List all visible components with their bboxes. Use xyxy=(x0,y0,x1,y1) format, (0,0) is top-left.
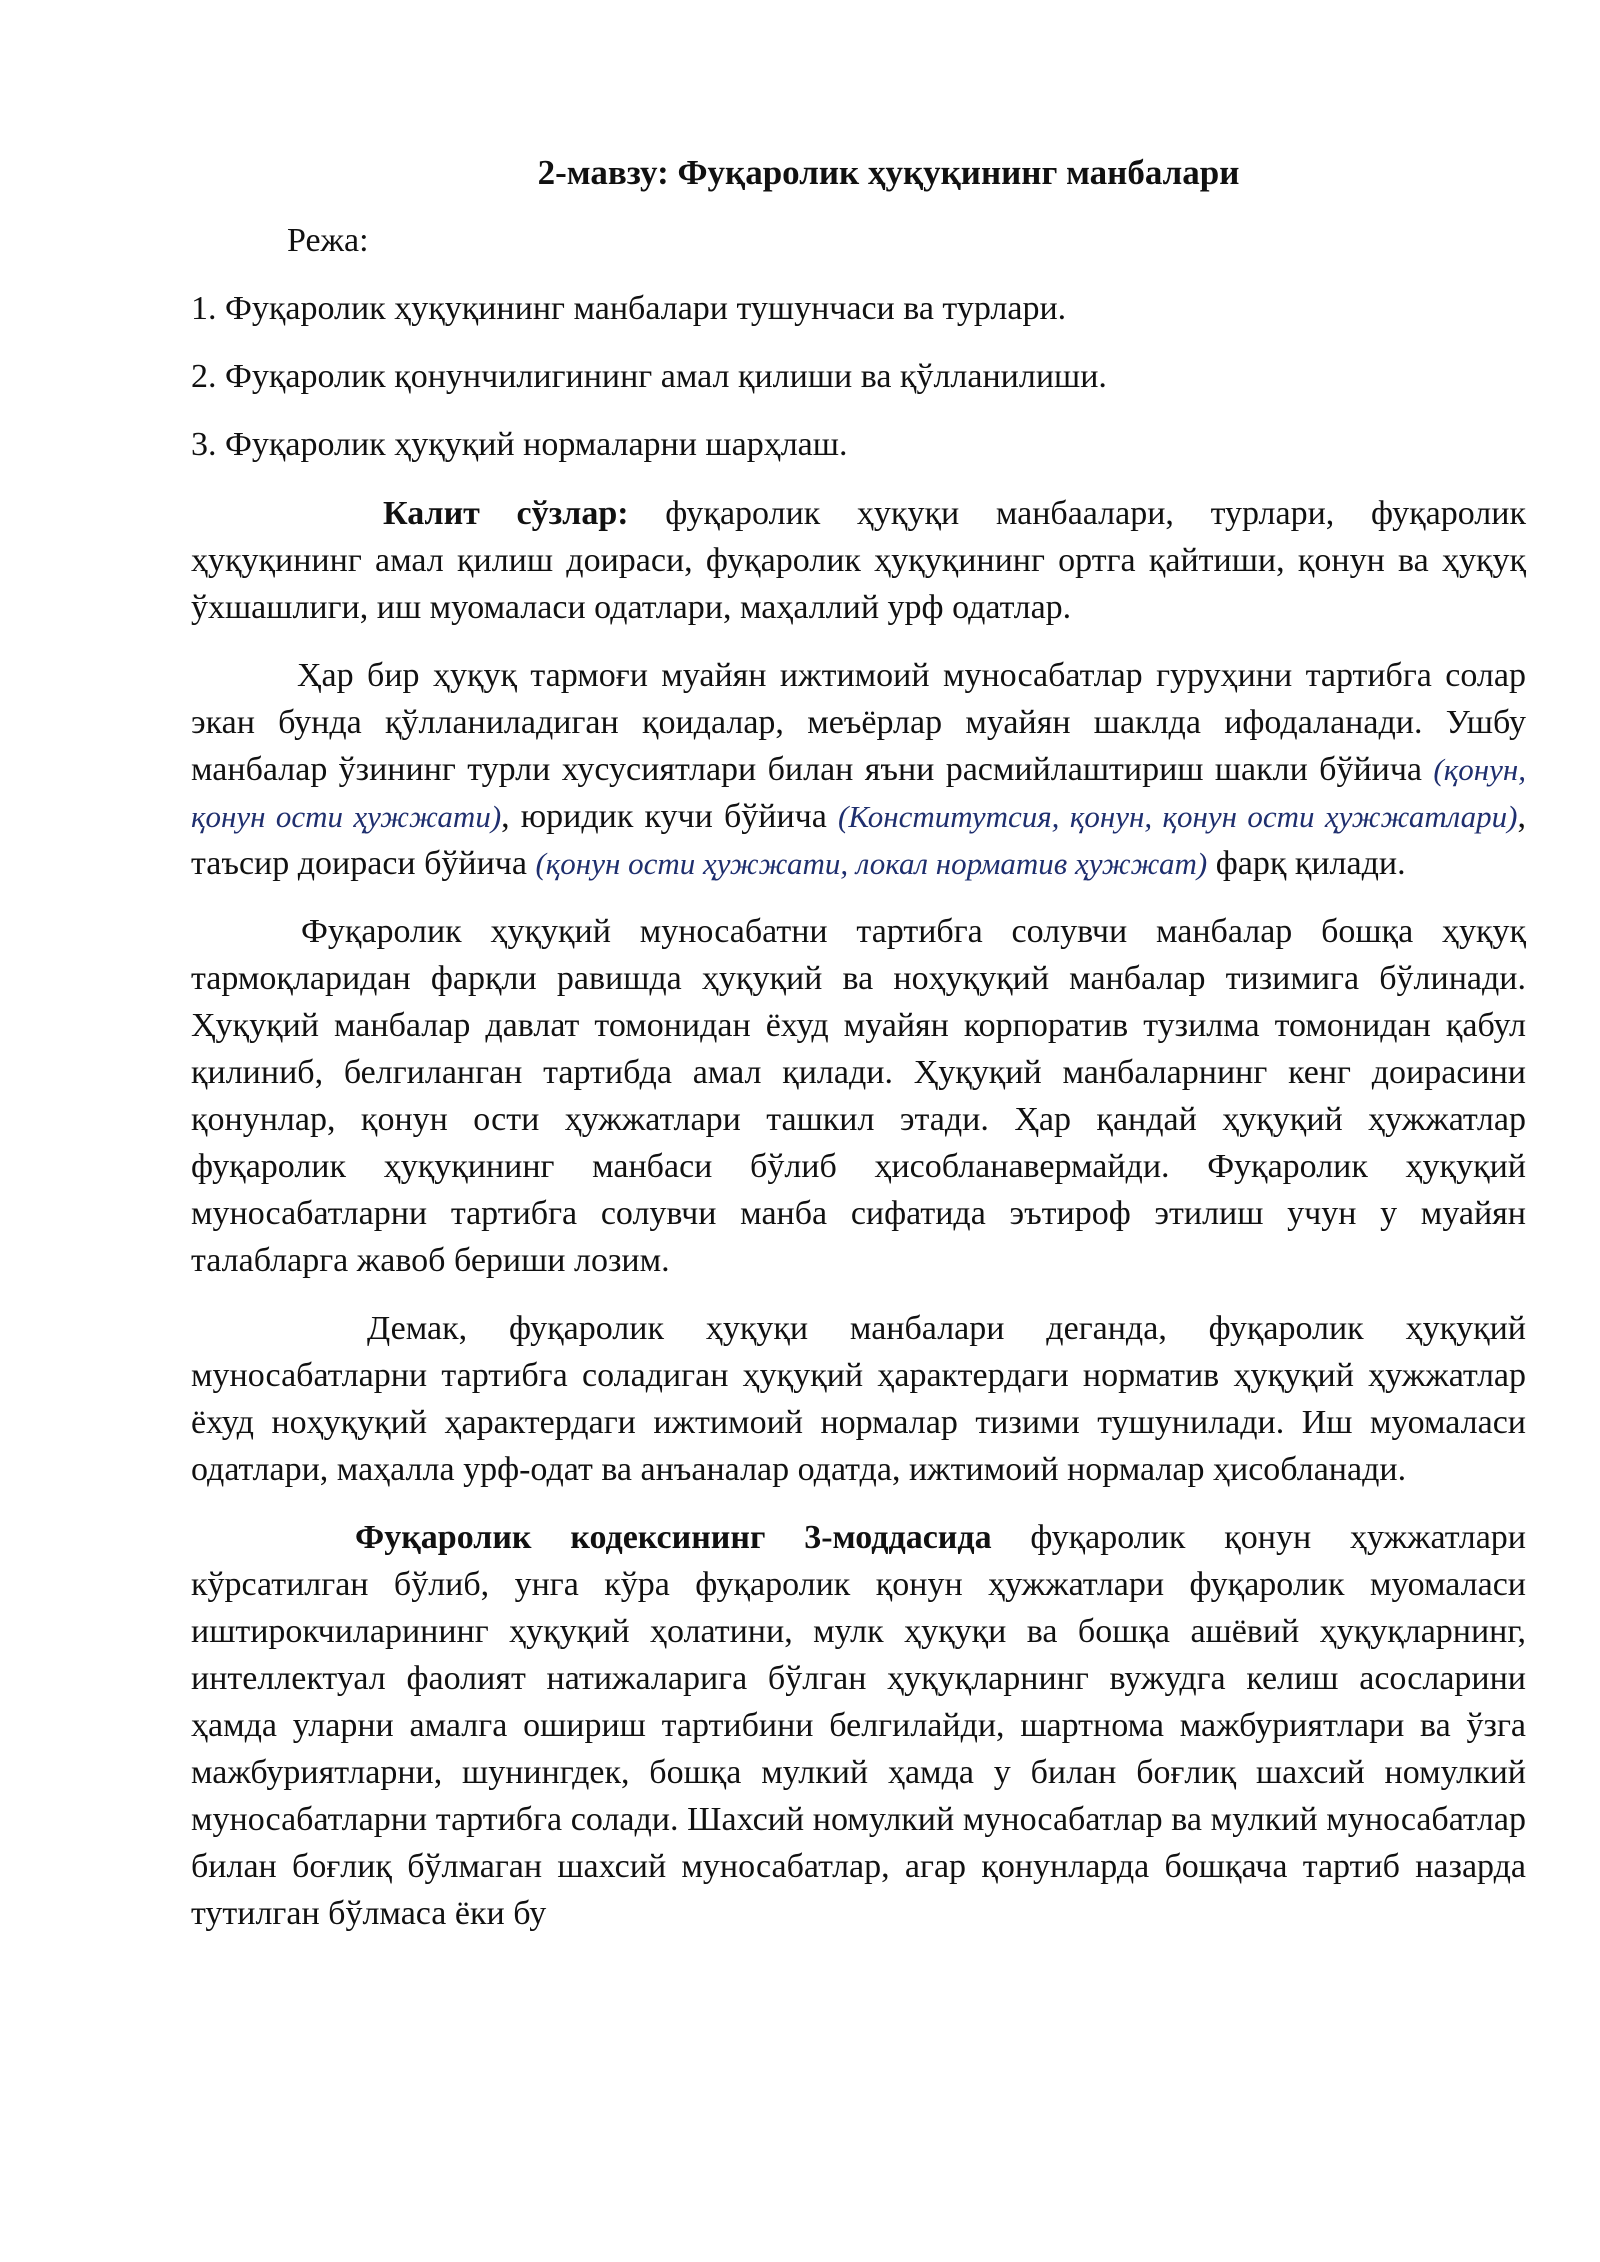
paragraph-text: Ҳар бир ҳуқуқ тармоғи муайян ижтимоий муносабатлар гуруҳини тартибга солар экан бунда қўлланиладиган қоидалар, меъёрлар муайян шаклда ифодаланади. Ушбу манбалар ўзининг турли хусусиятлари билан яъни расмийлаштириш шакли бўйича xyxy=(191,657,1526,788)
document-page xyxy=(191,150,1526,1958)
paragraph-legal-sources: Фуқаролик ҳуқуқий муносабатни тартибга солувчи манбалар бошқа ҳуқуқ тармоқларидан фарқли равишда ҳуқуқий ва ноҳуқуқий манбалар тизимига бўлинади. Ҳуқуқий манбалар давлат томонидан ёхуд муайян корпоратив тузилма томонидан қабул қилиниб, белгиланган тартибда амал қилади. Ҳуқуқий манбаларнинг кенг доирасини қонунлар, қонун ости ҳужжатлари ташкил этади. Ҳар қандай ҳуқуқий ҳужжатлар фуқаролик ҳуқуқининг манбаси бўлиб ҳисобланавермайди. Фуқаролик ҳуқуқий муносабатларни тартибга солувчи манба сифатида эътироф этилиш учун у муайян талабларга жавоб бериши лозим. xyxy=(191,913,1526,1279)
paragraph-definition: Демак, фуқаролик ҳуқуқи манбалари деганда, фуқаролик ҳуқуқий муносабатларни тартибга соладиган ҳуқуқий ҳарактердаги норматив ҳуқуқий ҳужжатлар ёхуд ноҳуқуқий ҳарактердаги ижтимоий нормалар тизими тушунилади. Иш муомаласи одатлари, маҳалла урф-одат ва анъаналар одатда, ижтимоий нормалар ҳисобланади. xyxy=(191,1310,1526,1488)
paragraph-note: (қонун, қонун ости ҳужжати) xyxy=(191,752,1526,834)
keywords-label: Калит сўзлар: xyxy=(383,495,629,532)
plan-item: 3. Фуқаролик ҳуқуқий нормаларни шарҳлаш. xyxy=(191,426,848,463)
paragraph-civil-code xyxy=(191,1514,1526,1937)
paragraph-text: , таъсир доираси бўйича xyxy=(191,798,1527,882)
document-title: 2-мавзу: Фуқаролик ҳуқуқининг манбалари xyxy=(537,153,1240,192)
keywords-paragraph xyxy=(191,490,1526,631)
paragraph-note: (қонун ости ҳужжати, локал норматив ҳужжат) xyxy=(535,846,1208,881)
keywords-text: фуқаролик ҳуқуқи манбаалари, турлари, фуқаролик ҳуқуқининг амал қилиш доираси, фуқаролик ҳуқуқининг ортга қайтиши, қонун ва ҳуқуқ ўхшашлиги, иш муомаласи одатлари, маҳаллий урф одатлар. xyxy=(191,495,1526,626)
plan-heading: Режа: xyxy=(287,222,369,259)
paragraph-text: фуқаролик қонун ҳужжатлари кўрсатилган бўлиб, унга кўра фуқаролик қонун ҳужжатлари фуқаролик муомаласи иштирокчиларининг ҳуқуқий ҳолатини, мулк ҳуқуқи ва бошқа ашёвий ҳуқуқларнинг, интеллектуал фаолият натижаларига бўлган ҳуқуқларнинг вужудга келиш асосларини ҳамда уларни амалга ошириш тартибини белгилайди, шартнома мажбуриятлари ва ўзга мажбуриятларни, шунингдек, бошқа мулкий ҳамда у билан боғлиқ шахсий номулкий муносабатларни тартибга солади. Шахсий номулкий муносабатлар ва мулкий муносабатлар билан боғлиқ бўлмаган шахсий муносабатлар, агар қонунларда бошқача тартиб назарда тутилган бўлмаса ёки бу xyxy=(191,1519,1526,1932)
civil-code-reference: Фуқаролик кодексининг 3-моддасида xyxy=(355,1519,992,1556)
plan-list xyxy=(191,286,1526,468)
paragraph-sources-forms xyxy=(191,652,1526,887)
paragraph-note: (Конститутсия, қонун, қонун ости ҳужжатлари) xyxy=(838,799,1518,834)
paragraph-text: фарқ қилади. xyxy=(1207,845,1406,882)
plan-item: 2. Фуқаролик қонунчилигининг амал қилиши ва қўлланилиши. xyxy=(191,358,1107,395)
paragraph-text: , юридик кучи бўйича xyxy=(501,798,838,835)
plan-item: 1. Фуқаролик ҳуқуқининг манбалари тушунчаси ва турлари. xyxy=(191,290,1067,327)
